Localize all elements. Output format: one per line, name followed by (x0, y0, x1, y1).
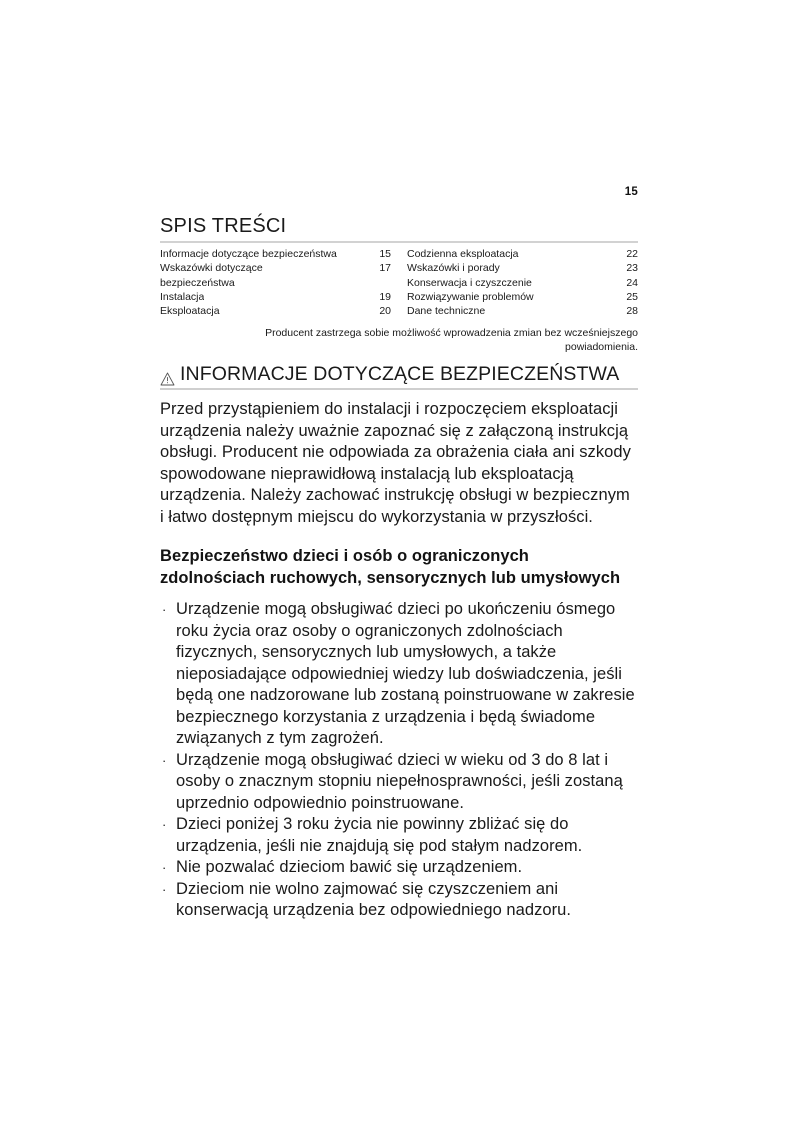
page-content (160, 214, 638, 922)
toc-entry-page: 15 (379, 248, 391, 260)
toc-entry-page: 23 (626, 262, 638, 275)
toc-entry[interactable] (160, 290, 391, 304)
safety-heading-text: INFORMACJE DOTYCZĄCE BEZPIECZEŃSTWA (180, 363, 620, 386)
list-item (160, 814, 638, 857)
list-item-text: Urządzenie mogą obsługiwać dzieci w wieku od 3 do 8 lat i osoby o znacznym stopniu niepełnosprawności, jeśli zostaną uprzednio odpowiednio poinstruowane. (176, 750, 623, 812)
list-item-text: Dzieci poniżej 3 roku życia nie powinny zbliżać się do urządzenia, jeśli nie znajdują się pod stałym nadzorem. (176, 815, 583, 855)
toc-column-left (160, 247, 399, 318)
toc-entry-page: 19 (379, 290, 391, 303)
toc-entry-page: 25 (626, 290, 638, 303)
list-item (160, 750, 638, 815)
warning-triangle-icon (160, 368, 175, 382)
safety-divider (160, 388, 638, 390)
toc-entry-page: 22 (626, 248, 638, 260)
safety-subheading: Bezpieczeństwo dzieci i osób o ograniczonych zdolnościach ruchowych, sensorycznych lub umysłowych (160, 547, 621, 587)
toc-entry[interactable] (407, 290, 638, 304)
bullet-icon: · (162, 881, 167, 897)
safety-intro-paragraph: Przed przystąpieniem do instalacji i rozpoczęciem eksploatacji urządzenia należy uważnie zapoznać się z załączoną instrukcją obsługi. Producent nie odpowiada za obrażenia ciała ani szkody spowodowane nieprawidłową instalacją lub eksploatacją urządzenia. Należy zachować instrukcję obsługi w bezpiecznym i łatwo dostępnym miejscu do wykorzystania w przyszłości. (160, 400, 631, 526)
bullet-icon: · (162, 860, 167, 876)
toc-entry-label: Wskazówki dotyczące (160, 262, 263, 275)
toc-entry-label: Codzienna eksploatacja (407, 248, 519, 260)
toc-entry-page: 24 (626, 276, 638, 289)
toc-entry-label: Konserwacja i czyszczenie (407, 276, 532, 289)
toc-entry[interactable] (407, 261, 638, 275)
toc-entry-label: Instalacja (160, 290, 205, 303)
toc-entry[interactable] (160, 276, 391, 290)
safety-bullet-list (160, 599, 638, 922)
toc-entry[interactable] (407, 304, 638, 318)
list-item (160, 857, 638, 879)
bullet-icon: · (162, 817, 167, 833)
list-item-text: Nie pozwalać dzieciom bawić się urządzeniem. (176, 858, 523, 877)
toc-divider (160, 241, 638, 243)
bullet-icon: · (162, 602, 167, 618)
toc-entry[interactable] (407, 276, 638, 290)
toc-entry[interactable] (160, 261, 391, 275)
toc-entry-label: Rozwiązywanie problemów (407, 290, 534, 303)
safety-section-heading (160, 362, 638, 386)
toc (160, 247, 638, 318)
toc-entry[interactable] (160, 304, 391, 318)
toc-title: SPIS TREŚCI (160, 215, 287, 237)
bullet-icon: · (162, 752, 167, 768)
toc-entry-page: 20 (379, 305, 391, 318)
list-item-text: Dzieciom nie wolno zajmować się czyszczeniem ani konserwacją urządzenia bez odpowiedniego nadzoru. (176, 879, 572, 920)
toc-entry-label: Dane techniczne (407, 305, 486, 318)
toc-entry-label: Informacje dotyczące bezpieczeństwa (160, 248, 337, 260)
list-item (160, 599, 638, 750)
list-item-text: Urządzenie mogą obsługiwać dzieci po ukończeniu ósmego roku życia oraz osoby o ograniczonych zdolnościach fizycznych, sensorycznych lub umysłowych, a także nieposiadające odpowiedniej wiedzy lub doświadczenia, jeśli będą one nadzorowane lub zostaną poinstruowane w zakresie bezpiecznego korzystania z urządzenia i będą świadome związanych z tym zagrożeń. (176, 600, 635, 748)
toc-entry-page: 28 (626, 305, 638, 318)
list-item (160, 879, 638, 922)
disclaimer-note: Producent zastrzega sobie możliwość wprowadzenia zmian bez wcześniejszego powiadomienia. (265, 327, 638, 353)
toc-entry[interactable] (160, 247, 391, 261)
page-number: 15 (624, 186, 638, 198)
toc-entry-label: Eksploatacja (160, 305, 220, 318)
toc-entry[interactable] (407, 247, 638, 261)
toc-entry-page: 17 (379, 262, 391, 275)
toc-entry-label: bezpieczeństwa (160, 276, 235, 289)
toc-column-right (399, 247, 638, 318)
toc-entry-label: Wskazówki i porady (407, 262, 500, 275)
